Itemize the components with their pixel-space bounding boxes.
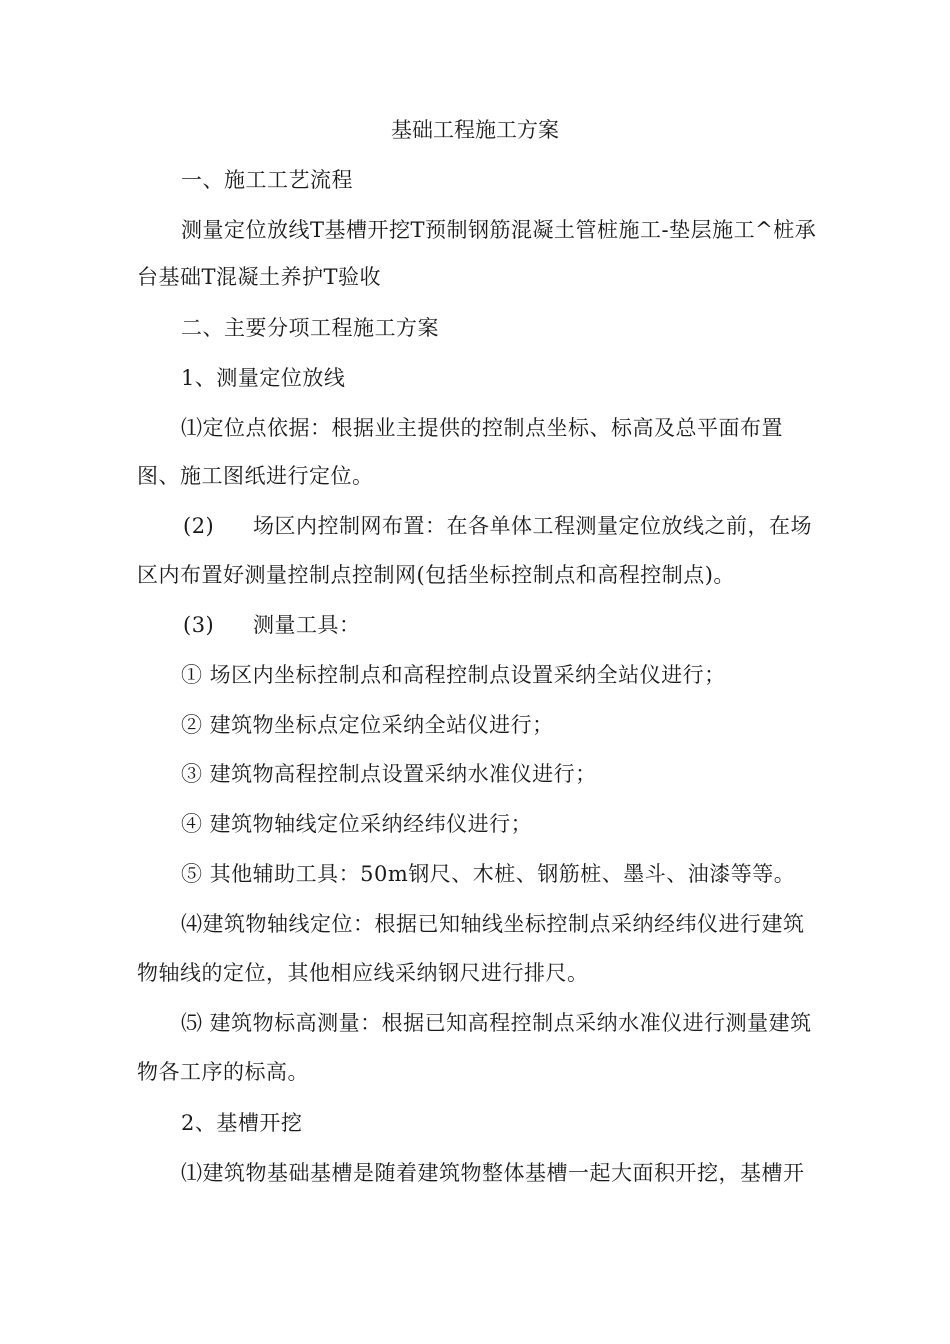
paragraph-line: ⑷建筑物轴线定位：根据已知轴线坐标控制点采纳经纬仪进行建筑 — [181, 912, 805, 936]
paragraph-line: 物轴线的定位，其他相应线采纳钢尺进行排尺。 — [137, 961, 589, 985]
subsection-heading: 2、基槽开挖 — [181, 1111, 303, 1135]
item-number: (2) — [183, 514, 215, 538]
paragraph-line: 测量工具： — [253, 613, 361, 637]
list-item: ③ 建筑物高程控制点设置采纳水准仪进行； — [181, 762, 597, 786]
paragraph-line: ⑴建筑物基础基槽是随着建筑物整体基槽一起大面积开挖，基槽开 — [181, 1161, 805, 1185]
paragraph-line: ⑴定位点依据：根据业主提供的控制点坐标、标高及总平面布置 — [181, 416, 783, 440]
subsection-heading: 1、测量定位放线 — [181, 366, 346, 390]
paragraph-line: 测量定位放线T基槽开挖T预制钢筋混凝土管桩施工-垫层施工^桩承 — [181, 218, 817, 242]
paragraph-line: 区内布置好测量控制点控制网(包括坐标控制点和高程控制点)。 — [137, 563, 735, 587]
list-item: ⑤ 其他辅助工具：50m钢尺、木桩、钢筋桩、墨斗、油漆等等。 — [181, 862, 796, 886]
paragraph-line: 图、施工图纸进行定位。 — [137, 464, 374, 488]
document-title: 基础工程施工方案 — [391, 118, 559, 142]
section-heading-1: 一、施工工艺流程 — [181, 168, 353, 192]
item-number: (3) — [183, 613, 215, 637]
list-item: ② 建筑物坐标点定位采纳全站仪进行； — [181, 713, 554, 737]
paragraph-line: 台基础T混凝土养护T验收 — [137, 265, 382, 289]
list-item: ④ 建筑物轴线定位采纳经纬仪进行； — [181, 812, 533, 836]
paragraph-line: ⑸ 建筑物标高测量：根据已知高程控制点采纳水准仪进行测量建筑 — [181, 1011, 812, 1035]
paragraph-line: 场区内控制网布置：在各单体工程测量定位放线之前，在场 — [253, 514, 812, 538]
paragraph-line: 物各工序的标高。 — [137, 1060, 309, 1084]
section-heading-2: 二、主要分项工程施工方案 — [181, 316, 439, 340]
list-item: ① 场区内坐标控制点和高程控制点设置采纳全站仪进行； — [181, 663, 726, 687]
